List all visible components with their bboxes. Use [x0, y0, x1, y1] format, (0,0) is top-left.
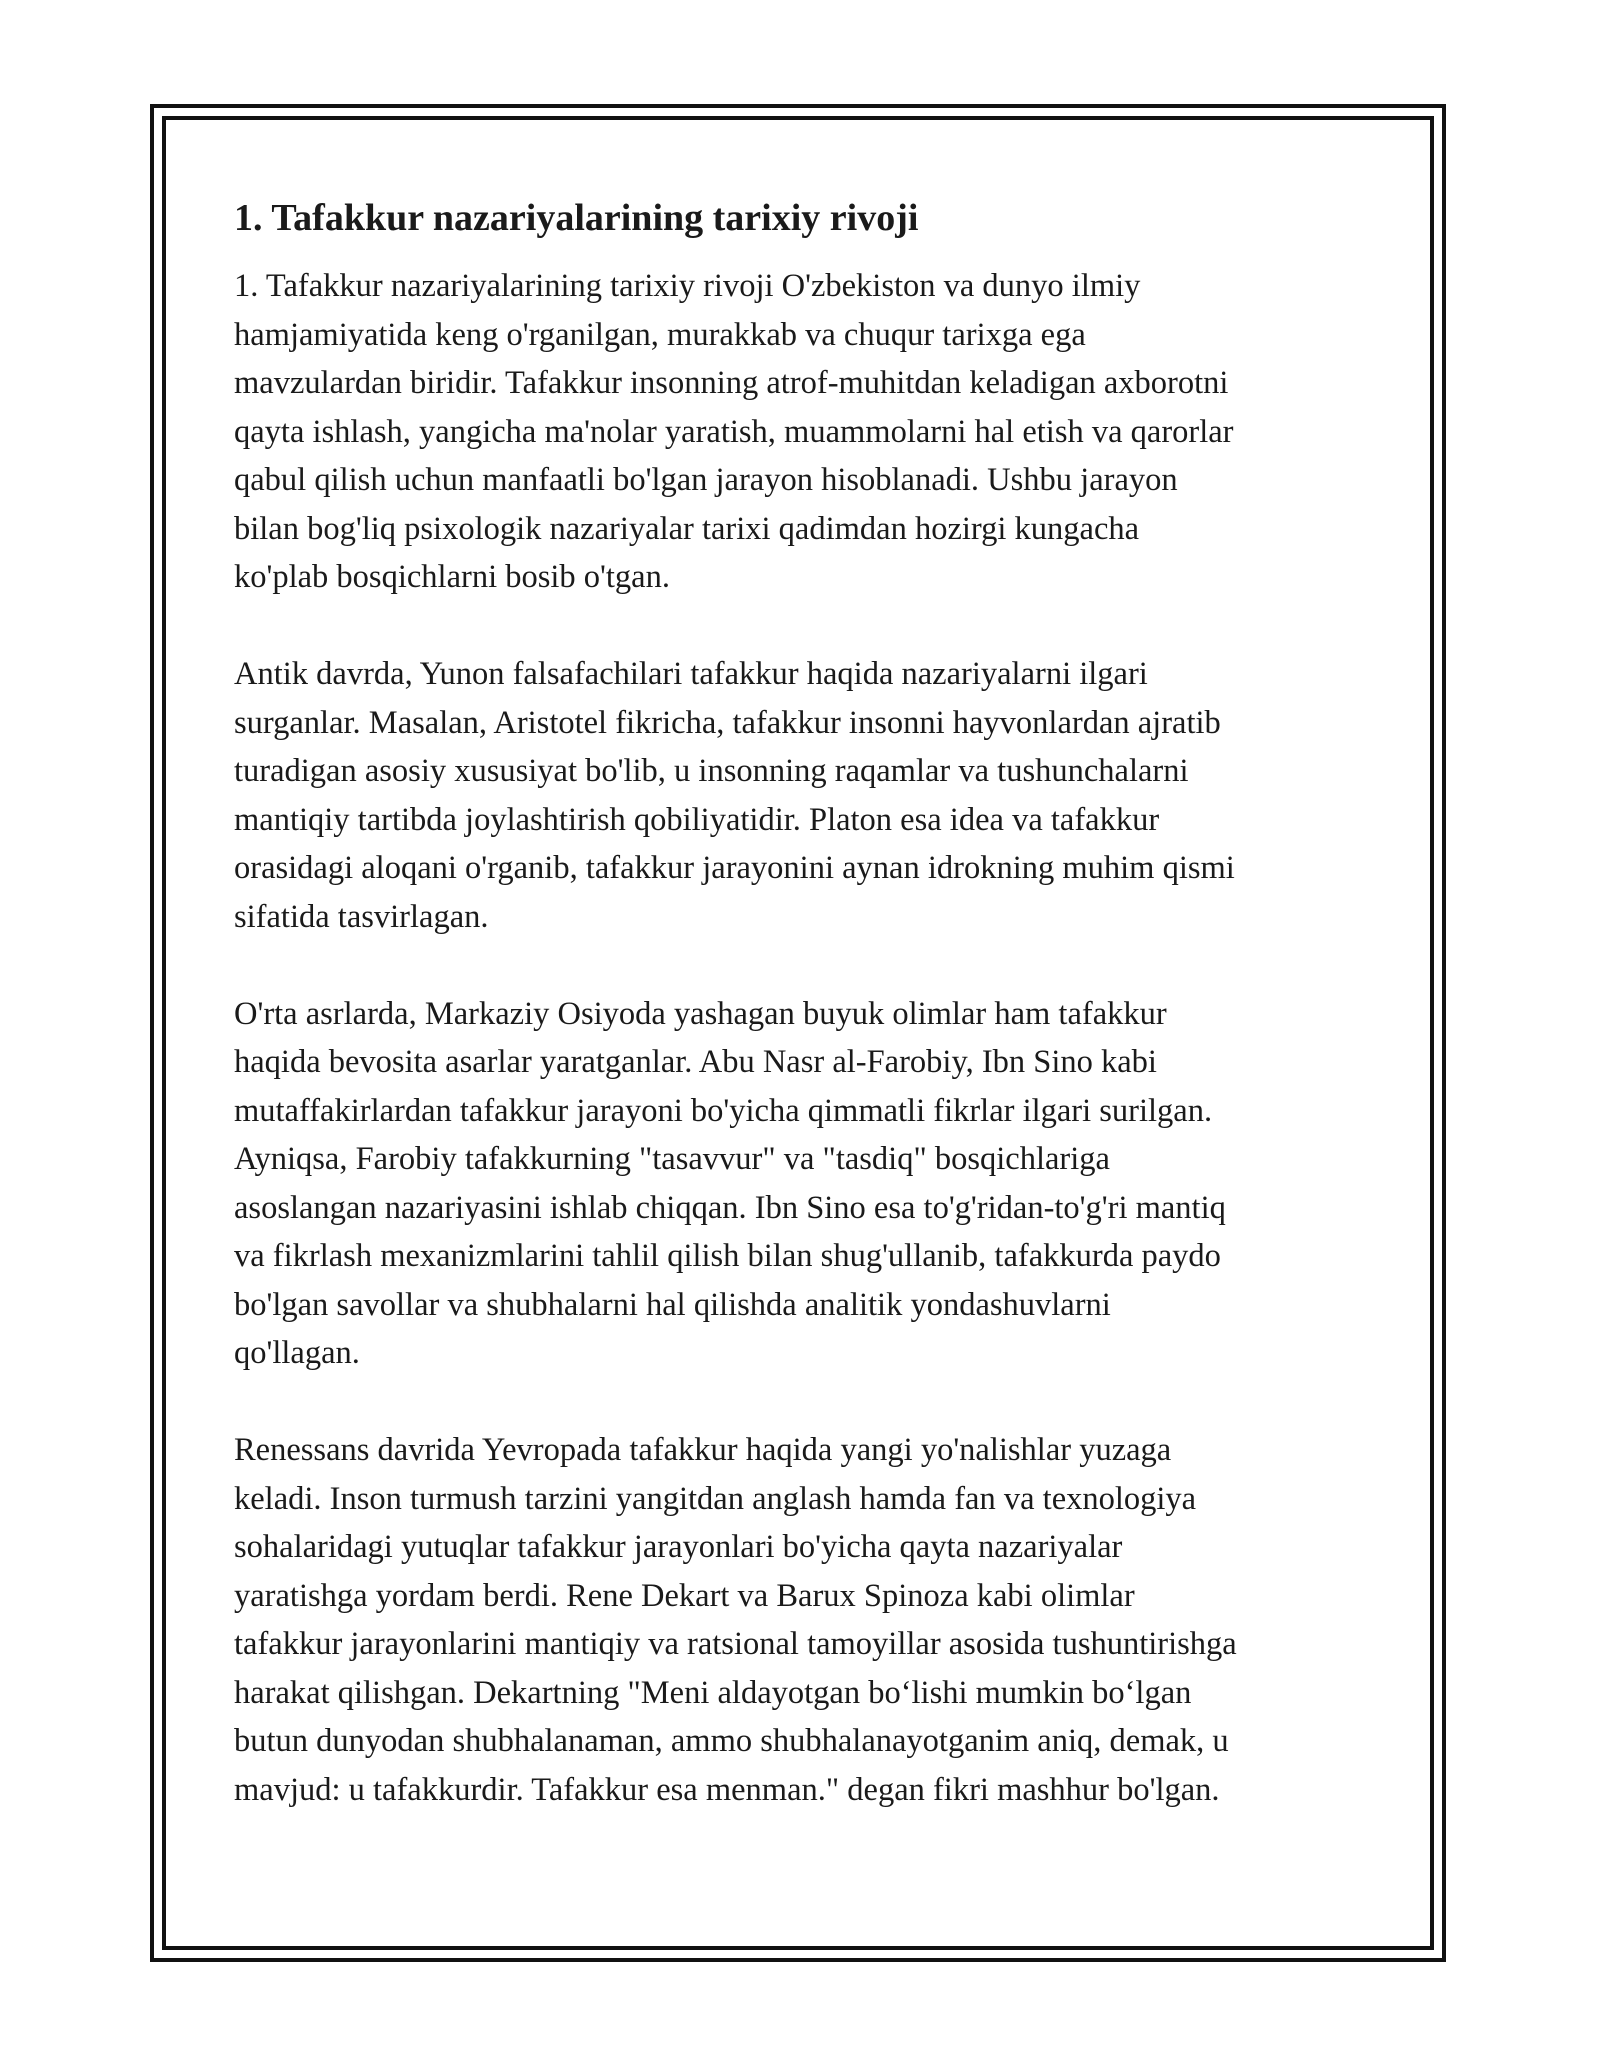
paragraph-line: sifatida tasvirlagan.	[234, 898, 489, 935]
paragraph-line: mavjud: u tafakkurdir. Tafakkur esa menman." degan fikri mashhur bo'lgan.	[234, 1771, 1220, 1808]
paragraph-line: qo'llagan.	[234, 1335, 360, 1371]
paragraph-line: 1. Tafakkur nazariyalarining tarixiy rivoji O'zbekiston va dunyo ilmiy	[234, 268, 1141, 304]
paragraph-line: butun dunyodan shubhalanaman, ammo shubhalanayotganim aniq, demak, u	[234, 1723, 1229, 1759]
paragraph-line: ko'plab bosqichlarni bosib o'tgan.	[234, 559, 670, 595]
paragraph-line: haqida bevosita asarlar yaratganlar. Abu Nasr al-Farobiy, Ibn Sino kabi	[234, 1044, 1157, 1080]
paragraph-line: asoslangan nazariyasini ishlab chiqqan. Ibn Sino esa to'g'ridan-to'g'ri mantiq	[234, 1189, 1226, 1226]
paragraph-line: keladi. Inson turmush tarzini yangitdan anglash hamda fan va texnologiya	[234, 1480, 1197, 1517]
paragraph-line: yaratishga yordam berdi. Rene Dekart va Barux Spinoza kabi olimlar	[234, 1577, 1135, 1614]
paragraph	[234, 990, 1374, 1378]
paragraph-line: hamjamiyatida keng o'rganilgan, murakkab va chuqur tarixga ega	[234, 316, 1086, 353]
paragraph-line: Renessans davrida Yevropada tafakkur haqida yangi yo'nalishlar yuzaga	[234, 1432, 1172, 1468]
paragraph-line: orasidagi aloqani o'rganib, tafakkur jarayonini aynan idrokning muhim qismi	[234, 850, 1235, 886]
paragraph-line: sohalaridagi yutuqlar tafakkur jarayonlari bo'yicha qayta nazariyalar	[234, 1529, 1123, 1565]
section-heading: 1. Tafakkur nazariyalarining tarixiy rivoji	[234, 197, 919, 239]
paragraph-line: bo'lgan savollar va shubhalarni hal qilishda analitik yondashuvlarni	[234, 1286, 1111, 1323]
paragraph-line: va fikrlash mexanizmlarini tahlil qilish bilan shug'ullanib, tafakkurda paydo	[234, 1238, 1221, 1274]
paragraph	[234, 1426, 1374, 1814]
paragraph-line: mutaffakirlardan tafakkur jarayoni bo'yicha qimmatli fikrlar ilgari surilgan.	[234, 1092, 1213, 1129]
paragraph-line: Antik davrda, Yunon falsafachilari tafakkur haqida nazariyalarni ilgari	[234, 656, 1148, 692]
paragraph-line: turadigan asosiy xususiyat bo'lib, u insonning raqamlar va tushunchalarni	[234, 753, 1189, 789]
paragraph	[234, 262, 1374, 602]
paragraph-line: Ayniqsa, Farobiy tafakkurning "tasavvur" va "tasdiq" bosqichlariga	[234, 1141, 1110, 1177]
paragraph-line: qayta ishlash, yangicha ma'nolar yaratish, muammolarni hal etish va qarorlar	[234, 413, 1234, 450]
paragraph-line: O'rta asrlarda, Markaziy Osiyoda yashagan buyuk olimlar ham tafakkur	[234, 995, 1167, 1032]
paragraph-line: harakat qilishgan. Dekartning "Meni aldayotgan bo‘lishi mumkin bo‘lgan	[234, 1674, 1192, 1711]
paragraph-line: bilan bog'liq psixologik nazariyalar tarixi qadimdan hozirgi kungacha	[234, 510, 1140, 547]
paragraph-line: qabul qilish uchun manfaatli bo'lgan jarayon hisoblanadi. Ushbu jarayon	[234, 462, 1178, 498]
document-body	[234, 180, 1374, 1863]
paragraphs-container	[234, 262, 1374, 1814]
paragraph-line: tafakkur jarayonlarini mantiqiy va ratsional tamoyillar asosida tushuntirishga	[234, 1626, 1237, 1662]
paragraph-line: mantiqiy tartibda joylashtirish qobiliyatidir. Platon esa idea va tafakkur	[234, 801, 1160, 838]
paragraph-line: mavzulardan biridir. Tafakkur insonning atrof-muhitdan keladigan axborotni	[234, 365, 1229, 401]
paragraph-line: surganlar. Masalan, Aristotel fikricha, tafakkur insonni hayvonlardan ajratib	[234, 704, 1221, 741]
paragraph	[234, 650, 1374, 941]
